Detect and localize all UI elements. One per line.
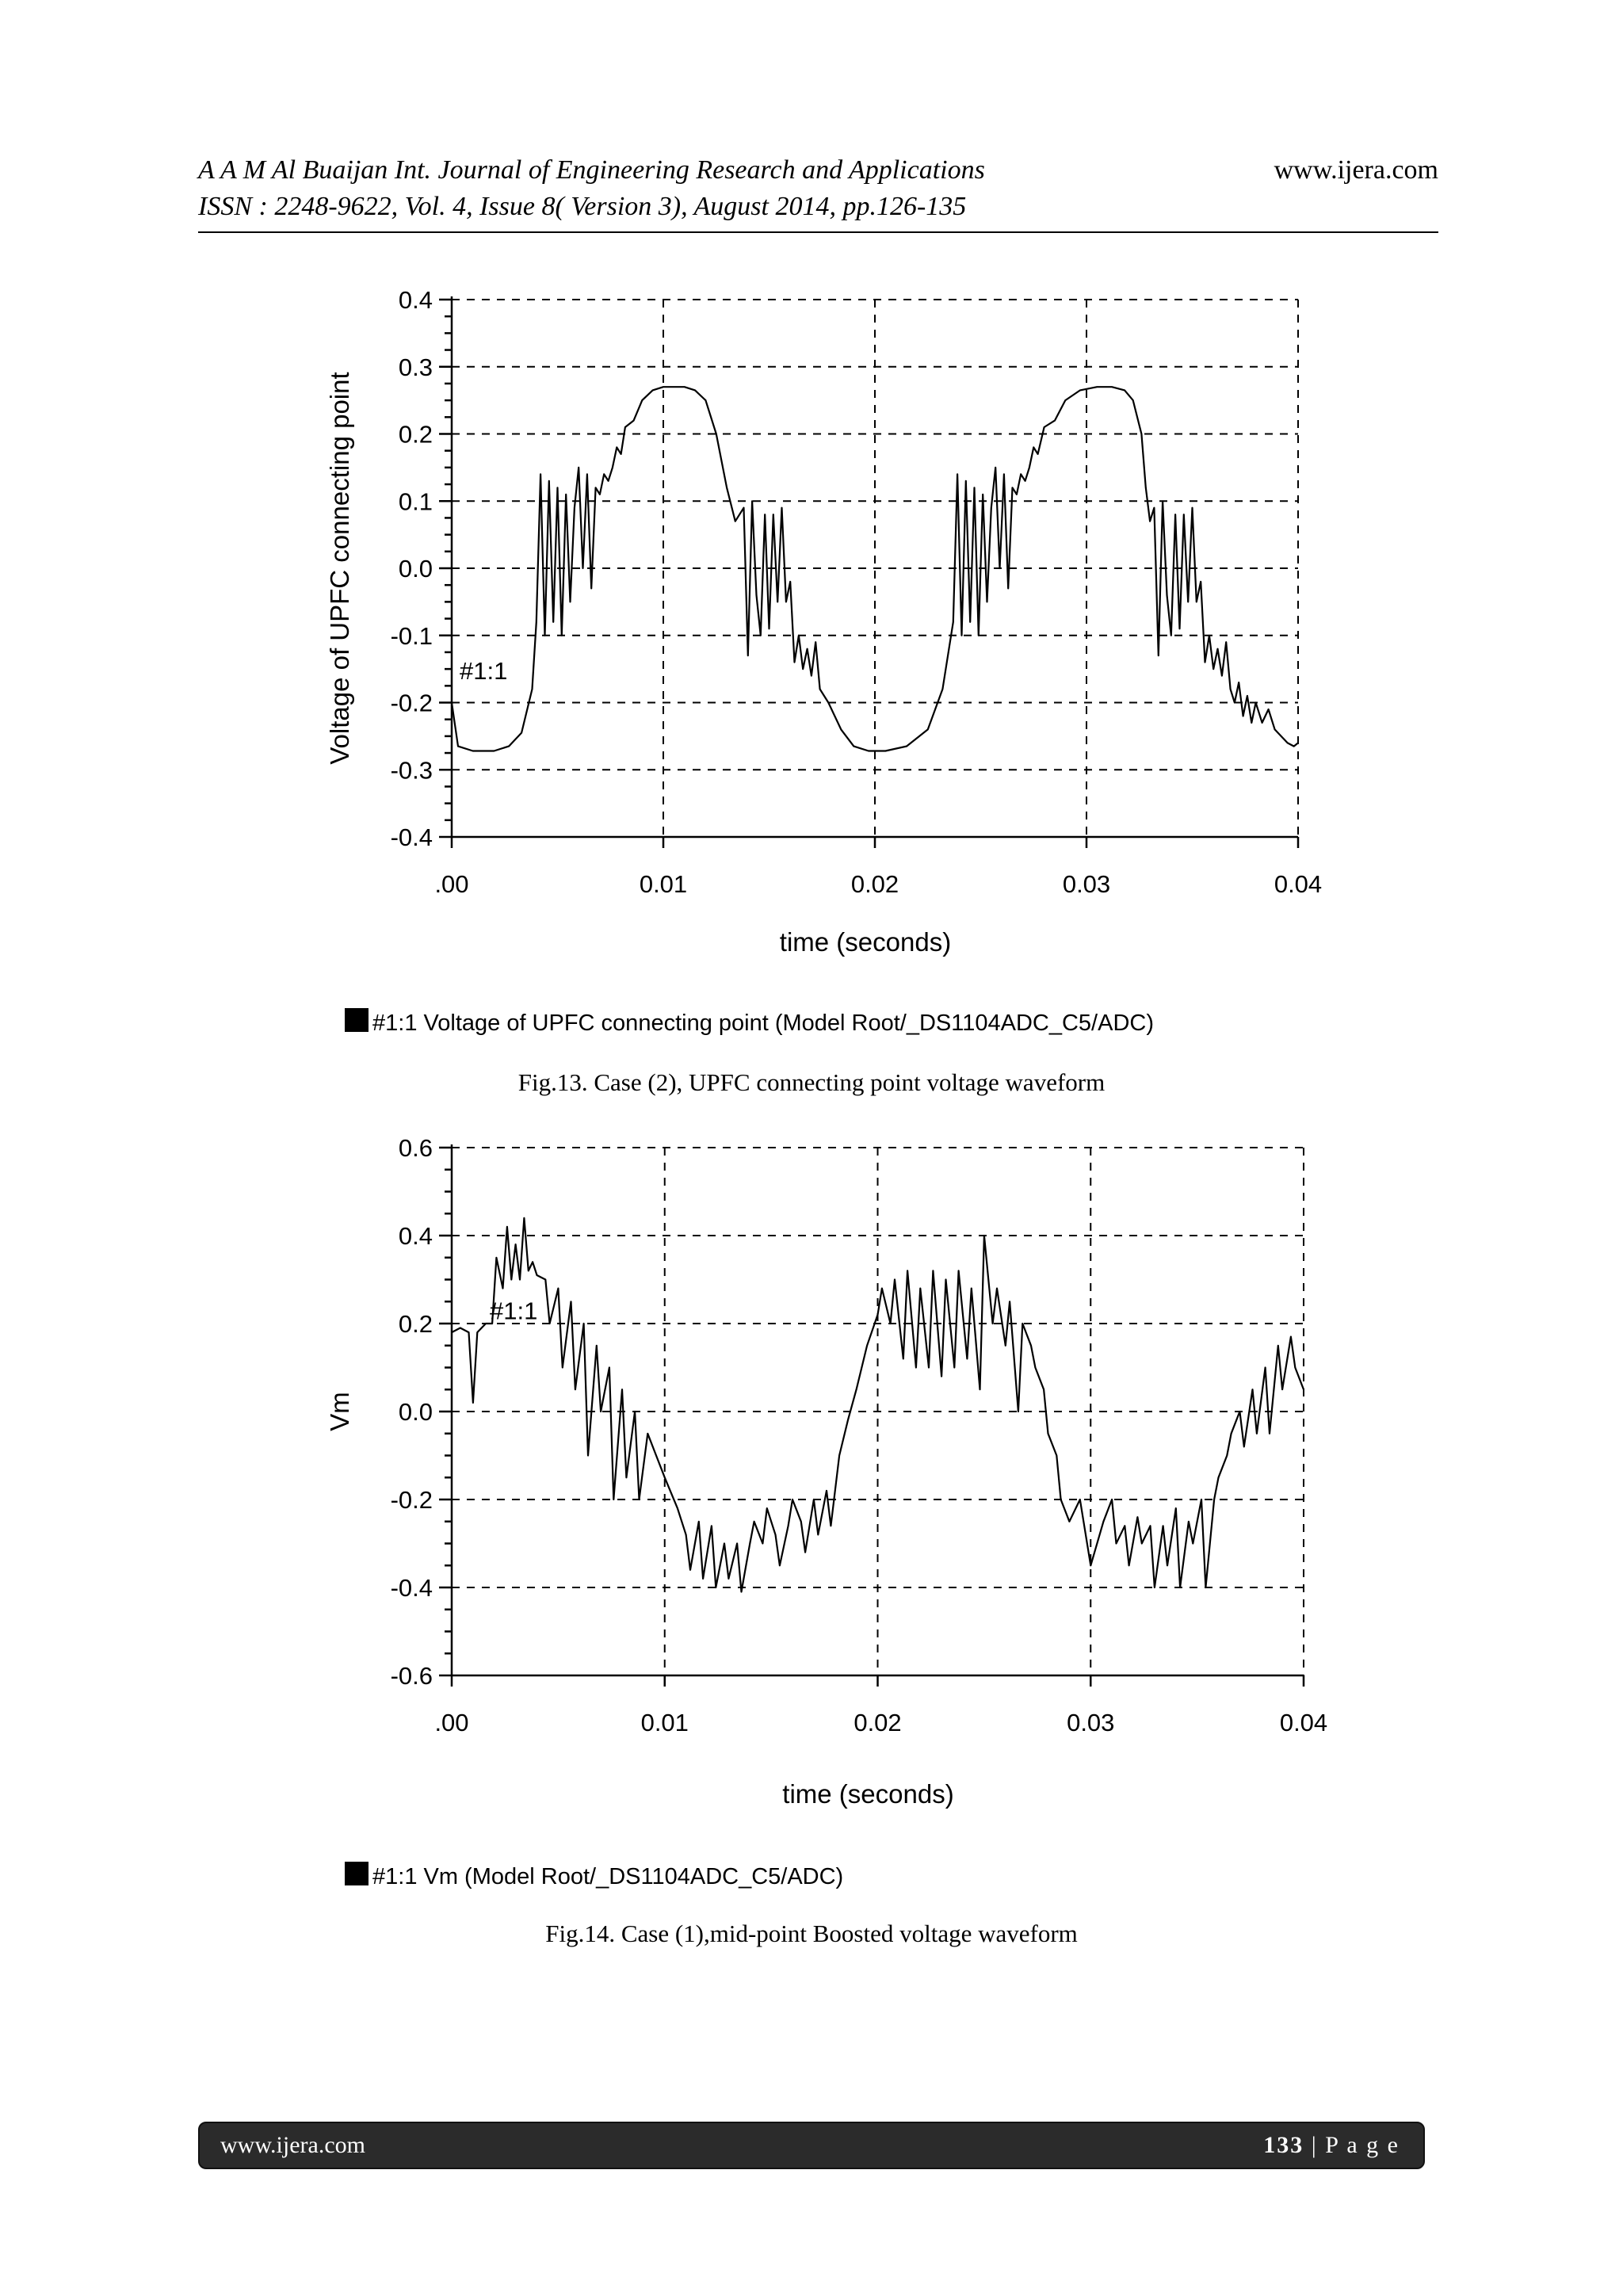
y-tick-label: 0.3 xyxy=(398,353,433,381)
x-tick-label: .00 xyxy=(434,870,469,898)
figure-14-chart xyxy=(0,1125,1623,1918)
x-tick-label: 0.03 xyxy=(1067,1709,1115,1736)
grid xyxy=(452,1148,1304,1675)
y-axis-label: Vm xyxy=(325,1392,354,1431)
x-tick-labels xyxy=(434,837,1322,898)
x-tick-label: .00 xyxy=(434,1709,469,1736)
y-tick-label: 0.2 xyxy=(398,420,433,449)
y-tick-label: 0.4 xyxy=(398,286,433,314)
figure-13-caption: Fig.13. Case (2), UPFC connecting point voltage waveform xyxy=(517,1068,1106,1096)
x-tick-label: 0.04 xyxy=(1279,1709,1328,1736)
page-header xyxy=(198,155,1438,233)
page-label: | P a g e xyxy=(1304,2132,1400,2158)
y-tick-label: -0.3 xyxy=(390,756,433,785)
y-tick-label: 0.6 xyxy=(398,1134,433,1162)
y-tick-label: -0.4 xyxy=(390,823,433,851)
x-tick-label: 0.03 xyxy=(1062,870,1111,898)
x-tick-label: 0.02 xyxy=(850,870,899,898)
legend-text: #1:1 Vm (Model Root/_DS1104ADC_C5/ADC) xyxy=(372,1864,844,1889)
y-tick-label: 0.1 xyxy=(398,487,433,516)
x-axis-label: time (seconds) xyxy=(779,927,952,957)
x-tick-label: 0.04 xyxy=(1274,870,1323,898)
legend-swatch xyxy=(345,1008,369,1032)
page-footer xyxy=(198,2122,1425,2169)
y-tick-label: 0.2 xyxy=(398,1310,433,1338)
legend-swatch xyxy=(345,1862,369,1885)
journal-line: A A M Al Buaijan Int. Journal of Engineering Research and Applications xyxy=(198,155,985,185)
footer-website: www.ijera.com xyxy=(220,2132,365,2158)
y-axis-label: Voltage of UPFC connecting point xyxy=(325,372,354,765)
y-tick-label: -0.1 xyxy=(390,621,433,650)
series-label: #1:1 xyxy=(490,1297,538,1325)
figure-13-chart xyxy=(0,238,1623,1046)
y-tick-labels xyxy=(391,1134,452,1690)
issn-line: ISSN : 2248-9622, Vol. 4, Issue 8( Version 3), August 2014, pp.126-135 xyxy=(198,192,967,221)
y-tick-label: -0.6 xyxy=(390,1662,433,1690)
header-website: www.ijera.com xyxy=(1274,155,1438,185)
x-tick-labels xyxy=(434,1675,1327,1736)
y-tick-label: -0.2 xyxy=(390,1486,433,1514)
grid xyxy=(452,300,1298,837)
y-tick-label: -0.4 xyxy=(390,1574,433,1602)
series-label: #1:1 xyxy=(460,656,508,685)
y-tick-labels xyxy=(391,286,452,851)
y-tick-label: 0.0 xyxy=(398,555,433,583)
footer-page xyxy=(1263,2132,1400,2159)
x-axis-label: time (seconds) xyxy=(782,1779,954,1809)
y-tick-label: 0.4 xyxy=(398,1222,433,1250)
x-tick-label: 0.01 xyxy=(639,870,688,898)
y-tick-label: 0.0 xyxy=(398,1398,433,1426)
y-tick-label: -0.2 xyxy=(390,689,433,717)
x-tick-label: 0.01 xyxy=(640,1709,689,1736)
figure-14-caption: Fig.14. Case (1),mid-point Boosted voltage waveform xyxy=(545,1920,1078,1947)
x-tick-label: 0.02 xyxy=(854,1709,902,1736)
page-number: 133 xyxy=(1263,2132,1304,2158)
legend-text: #1:1 Voltage of UPFC connecting point (Model Root/_DS1104ADC_C5/ADC) xyxy=(372,1010,1154,1036)
